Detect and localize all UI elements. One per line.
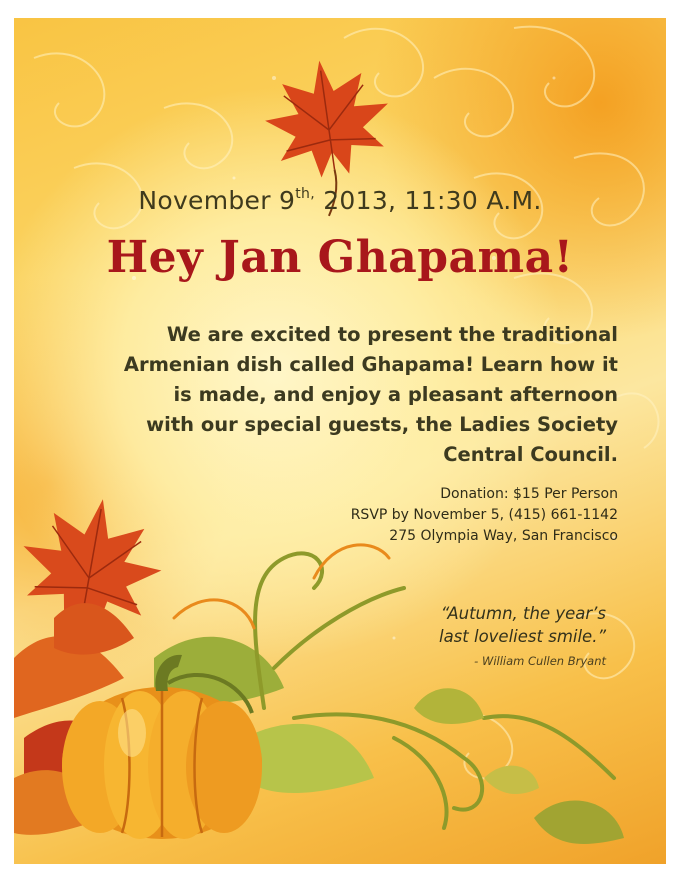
event-date-time: 2013, 11:30 A.M. — [323, 186, 542, 215]
description-line: is made, and enjoy a pleasant afternoon — [173, 383, 618, 406]
quote-line: “Autumn, the year’s — [440, 604, 606, 623]
event-date-main: November 9 — [138, 186, 296, 215]
event-description — [58, 320, 618, 470]
description-line: Armenian dish called Ghapama! Learn how it — [123, 353, 618, 376]
rsvp-text: RSVP by November 5, (415) 661-1142 — [350, 507, 618, 523]
event-details — [198, 484, 618, 547]
event-date — [14, 186, 666, 215]
address-text: 275 Olympia Way, San Francisco — [389, 528, 618, 544]
description-line: We are excited to present the traditional — [166, 323, 618, 346]
flyer — [14, 18, 666, 864]
donation-text: Donation: $15 Per Person — [440, 486, 618, 502]
event-date-suffix: th, — [295, 185, 315, 202]
quote — [306, 602, 606, 648]
quote-line: last loveliest smile.” — [438, 627, 606, 646]
event-headline: Hey Jan Ghapama! — [106, 232, 574, 283]
quote-attribution: - William Cullen Bryant — [474, 654, 606, 668]
description-line: Central Council. — [443, 443, 618, 466]
description-line: with our special guests, the Ladies Society — [146, 413, 618, 436]
